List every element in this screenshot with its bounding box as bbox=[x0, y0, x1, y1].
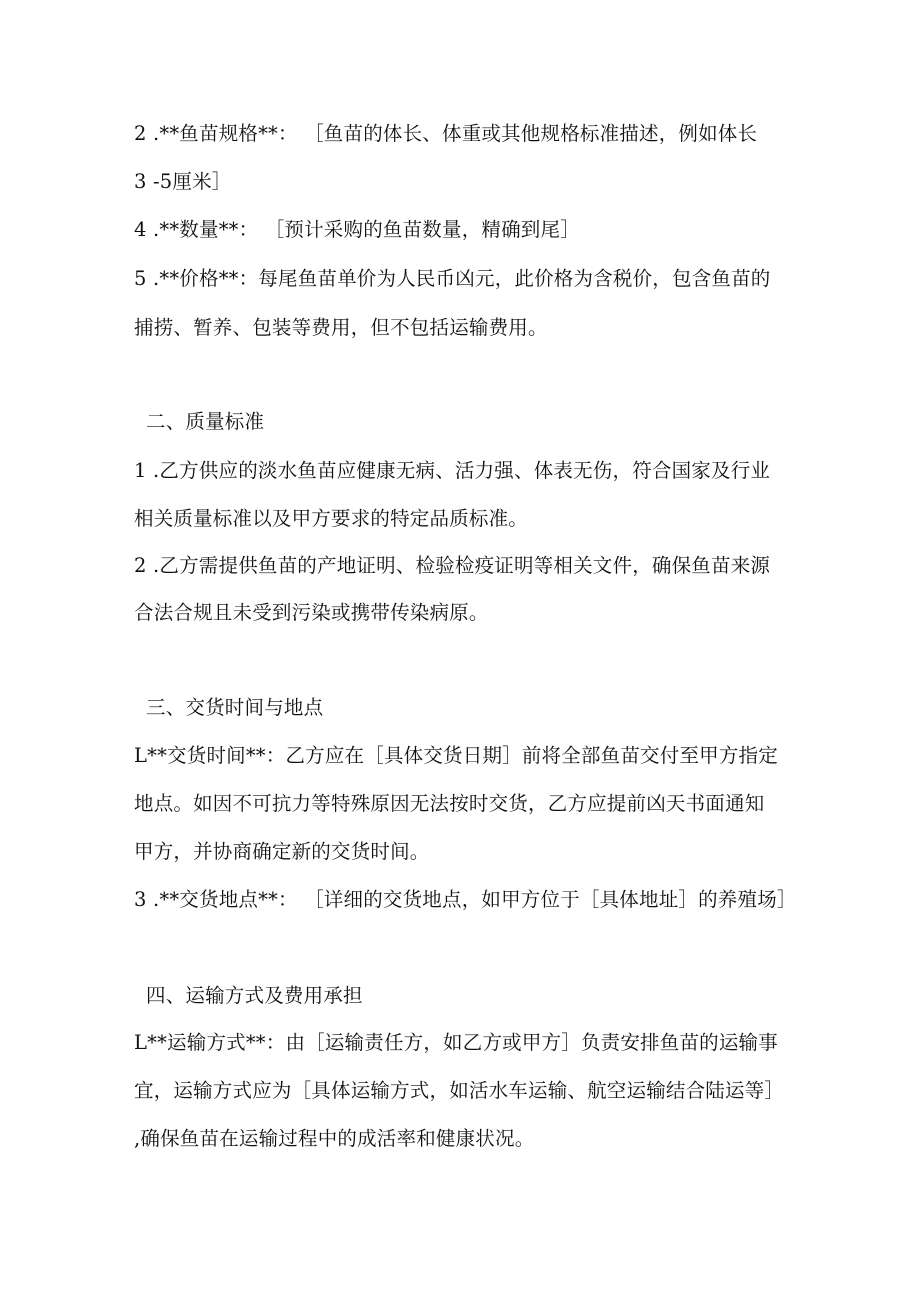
quality-item-1-line-2: 相关质量标准以及甲方要求的特定品质标准。 bbox=[134, 507, 529, 530]
quality-item-1-line-1: 1 .乙方供应的淡水鱼苗应健康无病、活力强、体表无伤，符合国家及行业 bbox=[134, 459, 771, 482]
delivery-time-line-1: L**交货时间**：乙方应在［具体交货日期］前将全部鱼苗交付至甲方指定 bbox=[134, 744, 778, 767]
transport-method-line-1: L**运输方式**：由［运输责任方，如乙方或甲方］负责安排鱼苗的运输事 bbox=[134, 1031, 778, 1054]
transport-method-line-3: ,确保鱼苗在运输过程中的成活率和健康状况。 bbox=[134, 1127, 535, 1150]
price-item-line-1: 5 .**价格**：每尾鱼苗单价为人民币凶元，此价格为含税价，包含鱼苗的 bbox=[134, 267, 771, 290]
quantity-item: 4 .**数量**： ［预计采购的鱼苗数量，精确到尾］ bbox=[134, 218, 580, 241]
quality-item-2-line-1: 2 .乙方需提供鱼苗的产地证明、检验检疫证明等相关文件，确保鱼苗来源 bbox=[134, 554, 771, 577]
section-heading-quality: 二、质量标准 bbox=[146, 410, 265, 433]
delivery-time-line-3: 甲方，并协商确定新的交货时间。 bbox=[134, 840, 430, 863]
delivery-time-line-2: 地点。如因不可抗力等特殊原因无法按时交货，乙方应提前凶天书面通知 bbox=[134, 792, 765, 815]
section-heading-delivery: 三、交货时间与地点 bbox=[146, 696, 324, 719]
spec-item-line-2: 3 -5厘米］ bbox=[134, 170, 232, 193]
section-heading-transport: 四、运输方式及费用承担 bbox=[146, 984, 363, 1007]
price-item-line-2: 捕捞、暂养、包装等费用，但不包括运输费用。 bbox=[134, 316, 548, 339]
quality-item-2-line-2: 合法合规且未受到污染或携带传染病原。 bbox=[134, 601, 489, 624]
transport-method-line-2: 宜，运输方式应为［具体运输方式，如活水车运输、航空运输结合陆运等］ bbox=[134, 1079, 785, 1102]
spec-item-line-1: 2 .**鱼苗规格**： ［鱼苗的体长、体重或其他规格标准描述，例如体长 bbox=[134, 122, 758, 145]
delivery-location-item: 3 .**交货地点**： ［详细的交货地点，如甲方位于［具体地址］的养殖场］ bbox=[134, 888, 797, 911]
